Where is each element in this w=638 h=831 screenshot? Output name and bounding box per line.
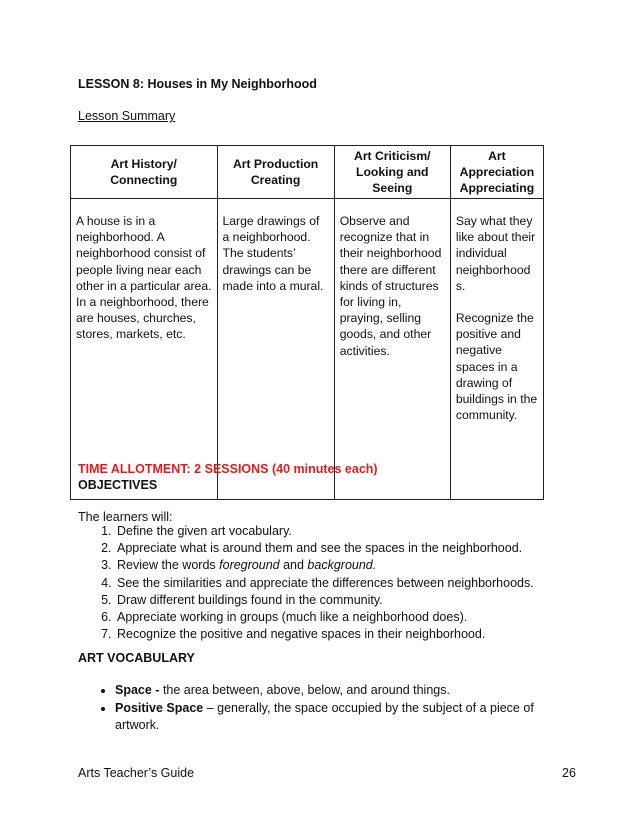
lesson-summary-table	[70, 145, 544, 500]
list-item: 3. Review the words foreground and background.	[115, 557, 534, 574]
list-item: • Positive Space – generally, the space occupied by the subject of a piece of artwork.	[115, 700, 545, 735]
list-item: 7. Recognize the positive and negative spaces in their neighborhood.	[115, 626, 534, 643]
vocab-heading: ART VOCABULARY	[78, 651, 195, 665]
list-item: 6. Appreciate working in groups (much like a neighborhood does).	[115, 609, 534, 626]
cell-art-history: A house is in a neighborhood. A neighborhood consist of people living near each other in a particular area. In a neighborhood, there are houses, churches, stores, markets, etc.	[71, 199, 218, 500]
lesson-summary-label: Lesson Summary	[78, 109, 176, 123]
objectives-list	[93, 523, 534, 643]
header-art-appreciation: Art Appreciation Appreciating	[450, 146, 543, 199]
table-header-row	[71, 146, 544, 199]
cell-art-criticism: Observe and recognize that in their neighborhood there are different kinds of structures for living in, praying, selling goods, and other activities.	[334, 199, 450, 500]
list-item: • Space - the area between, above, below, and around things.	[115, 682, 545, 700]
table-row	[71, 199, 544, 500]
header-art-production: Art Production Creating	[217, 146, 334, 199]
time-allotment: TIME ALLOTMENT: 2 SESSIONS (40 minutes each)	[78, 462, 378, 476]
lesson-title: LESSON 8: Houses in My Neighborhood	[78, 77, 317, 91]
header-art-history: Art History/ Connecting	[71, 146, 218, 199]
cell-art-production: Large drawings of a neighborhood. The students’ drawings can be made into a mural.	[217, 199, 334, 500]
cell-art-appreciation: Say what they like about their individual neighborhood s. Recognize the positive and negative spaces in a drawing of buildings in the community.	[450, 199, 543, 500]
header-art-criticism: Art Criticism/ Looking and Seeing	[334, 146, 450, 199]
list-item: 4. See the similarities and appreciate the differences between neighborhoods.	[115, 575, 534, 592]
list-item: 5. Draw different buildings found in the community.	[115, 592, 534, 609]
footer-title: Arts Teacher’s Guide	[78, 766, 195, 780]
list-item: 1. Define the given art vocabulary.	[115, 523, 534, 540]
learners-intro: The learners will:	[78, 510, 173, 524]
page-number: 26	[562, 766, 576, 780]
objectives-heading: OBJECTIVES	[78, 478, 158, 492]
vocab-list	[93, 682, 545, 735]
list-item: 2. Appreciate what is around them and see the spaces in the neighborhood.	[115, 540, 534, 557]
